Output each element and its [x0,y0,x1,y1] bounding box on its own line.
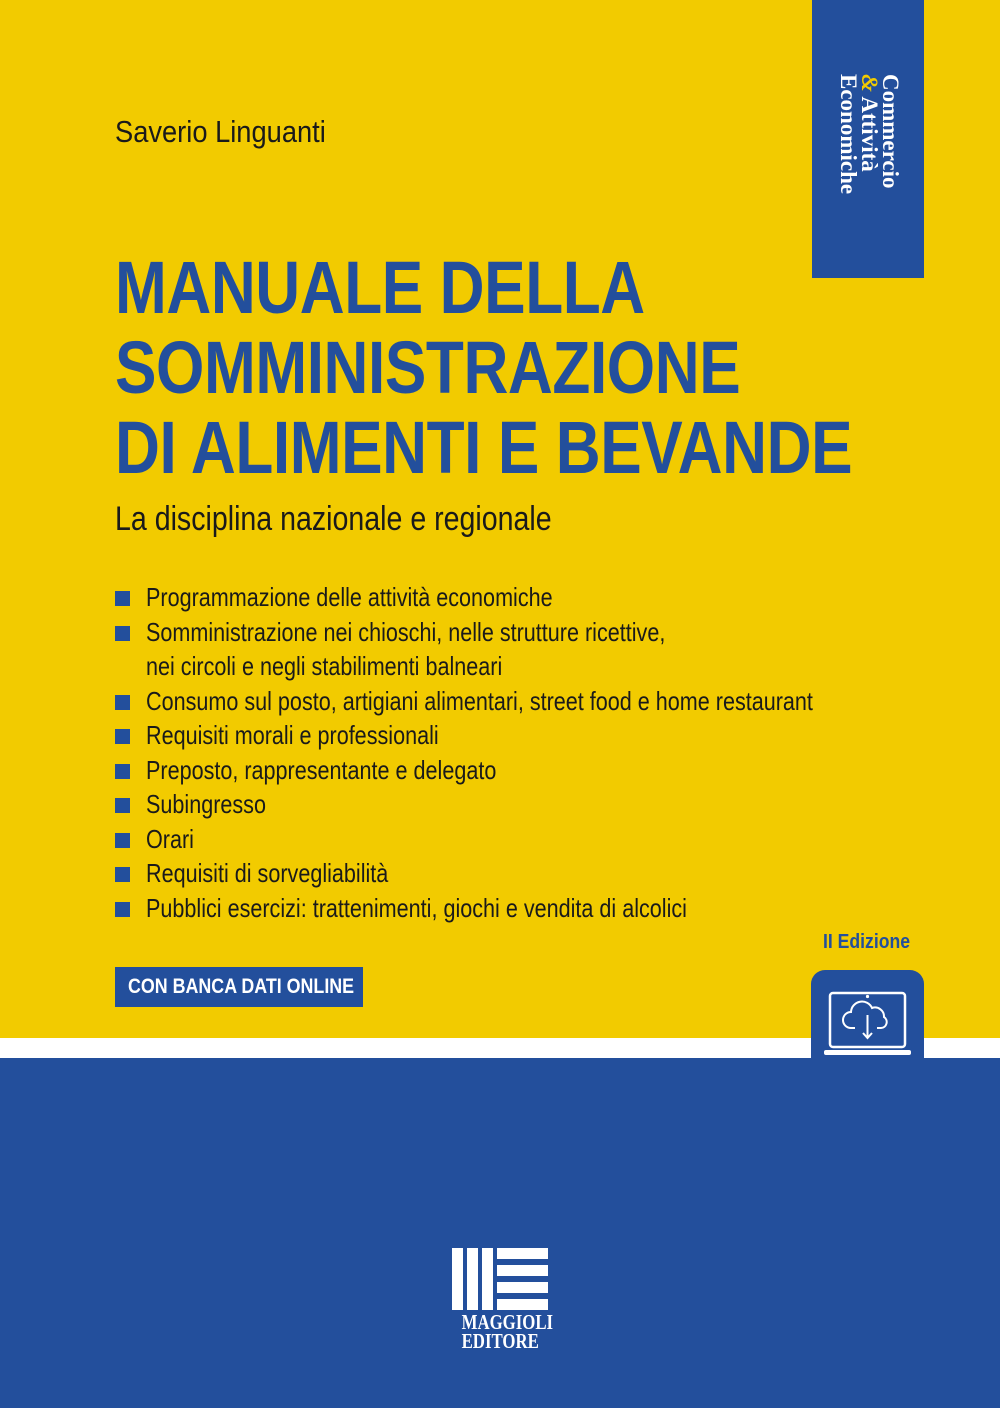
topic-item: Pubblici esercizi: trattenimenti, giochi e vendita di alcolici [115,891,950,926]
series-line-1: Commercio [878,74,903,189]
series-ampersand: & [857,74,882,92]
author-name: Saverio Linguanti [115,114,326,149]
series-label [812,0,924,278]
publisher-line-1: MAGGIOLI [461,1310,554,1334]
online-database-badge [115,967,363,1007]
square-bullet-icon [115,626,130,641]
title-line-3: DI ALIMENTI E BEVANDE [115,406,853,489]
topic-item-continuation: nei circoli e negli stabilimenti balneari [146,651,503,681]
topic-item: Consumo sul posto, artigiani alimentari, street food e home restaurant [115,684,950,719]
online-access-tab [811,970,924,1060]
square-bullet-icon [115,833,130,848]
publisher-name [461,1310,554,1353]
book-title [115,248,852,488]
laptop-cloud-download-icon [811,970,924,1060]
topic-item: Subingresso [115,787,950,822]
title-line-1: MANUALE DELLA [115,246,645,329]
square-bullet-icon [115,798,130,813]
topic-item: Requisiti morali e professionali [115,718,950,753]
maggioli-logo [452,1248,554,1353]
edition-label: II Edizione [823,931,911,953]
book-subtitle: La disciplina nazionale e regionale [115,500,552,538]
topic-item: Programmazione delle attività economiche [115,580,950,615]
square-bullet-icon [115,902,130,917]
series-line-3: Economiche [836,74,861,195]
square-bullet-icon [115,729,130,744]
square-bullet-icon [115,591,130,606]
series-label-tab [812,0,924,278]
online-database-badge-text: CON BANCA DATI ONLINE [128,975,355,998]
topic-item: Somministrazione nei chioschi, nelle strutture ricettive, [115,615,950,650]
series-line-2-text: Attività [857,96,882,172]
maggioli-logo-mark [452,1248,548,1310]
title-line-2: SOMMINISTRAZIONE [115,326,741,409]
square-bullet-icon [115,867,130,882]
series-line-2 [859,74,880,278]
square-bullet-icon [115,695,130,710]
square-bullet-icon [115,764,130,779]
topic-item: Preposto, rappresentante e delegato [115,753,950,788]
topic-item: Orari [115,822,950,857]
topic-item: Requisiti di sorvegliabilità [115,856,950,891]
cover-blue-panel [0,1058,1000,1408]
topics-list [115,580,950,925]
publisher-line-2: EDITORE [461,1329,539,1353]
